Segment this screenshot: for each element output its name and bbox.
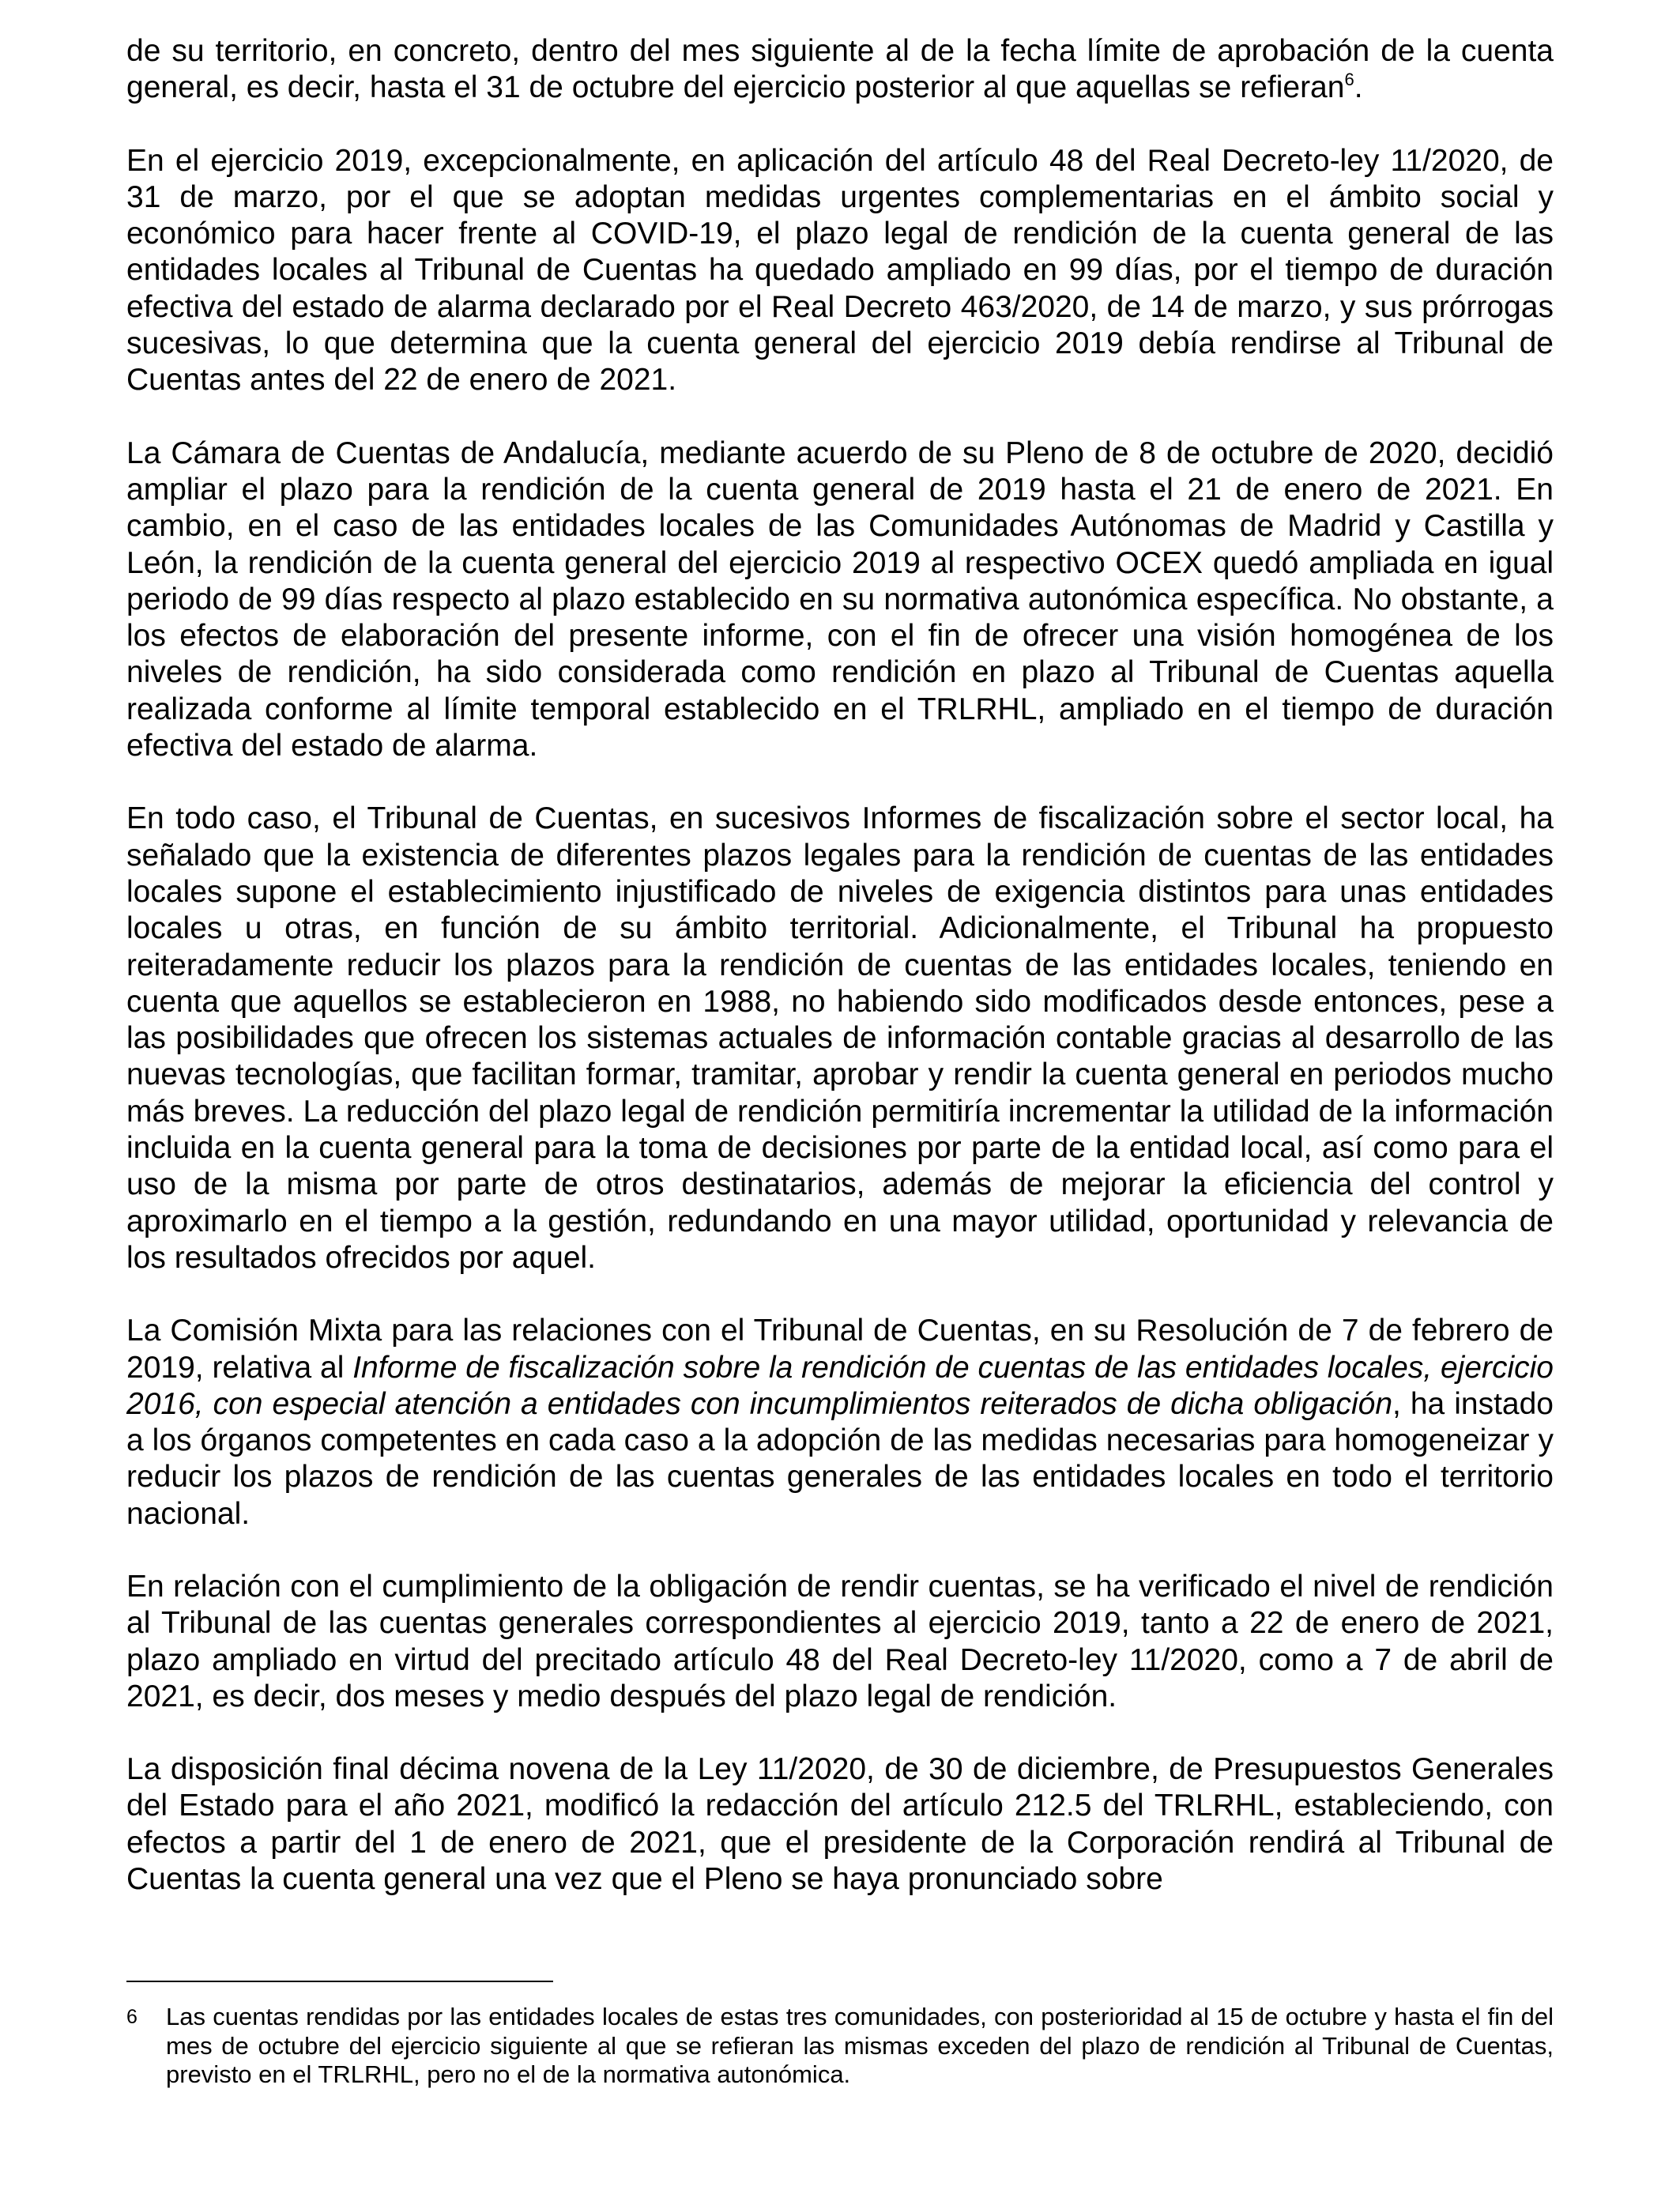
- paragraph-5: [126, 1313, 1554, 1532]
- paragraph-3: La Cámara de Cuentas de Andalucía, mediante acuerdo de su Pleno de 8 de octubre de 2020, decidió ampliar el plazo para la rendición de la cuenta general de 2019 hasta el 21 de enero de 2021. En cambio, en el caso de las entidades locales de las Comunidades Autónomas de Madrid y Castilla y León, la rendición de la cuenta general del ejercicio 2019 al respectivo OCEX quedó ampliada en igual periodo de 99 días respecto al plazo establecido en su normativa autonómica específica. No obstante, a los efectos de elaboración del presente informe, con el fin de ofrecer una visión homogénea de los niveles de rendición, ha sido considerada como rendición en plazo al Tribunal de Cuentas aquella realizada conforme al límite temporal establecido en el TRLRHL, ampliado en el tiempo de duración efectiva del estado de alarma.: [126, 435, 1554, 763]
- footnote-separator: [126, 1981, 553, 1982]
- document-body: [126, 33, 1554, 1898]
- footnote-reference[interactable]: 6: [1344, 70, 1354, 90]
- paragraph-7: La disposición final décima novena de la Ley 11/2020, de 30 de diciembre, de Presupuestos Generales del Estado para el año 2021, modificó la redacción del artículo 212.5 del TRLRHL, estableciendo, con efectos a partir del 1 de enero de 2021, que el presidente de la Corporación rendirá al Tribunal de Cuentas la cuenta general una vez que el Pleno se haya pronunciado sobre: [126, 1752, 1554, 1897]
- paragraph-1-text: de su territorio, en concreto, dentro del mes siguiente al de la fecha límite de aprobación de la cuenta general, es decir, hasta el 31 de octubre del ejercicio posterior al que aquellas se refieran: [126, 34, 1554, 105]
- paragraph-1-end: .: [1354, 70, 1363, 105]
- footnote-number: 6: [126, 2006, 137, 2028]
- paragraph-1: [126, 33, 1554, 107]
- paragraph-4: En todo caso, el Tribunal de Cuentas, en sucesivos Informes de fiscalización sobre el sector local, ha señalado que la existencia de diferentes plazos legales para la rendición de cuentas de las entidades locales supone el establecimiento injustificado de niveles de exigencia distintos para unas entidades locales u otras, en función de su ámbito territorial. Adicionalmente, el Tribunal ha propuesto reiteradamente reducir los plazos para la rendición de cuentas de las entidades locales, teniendo en cuenta que aquellos se establecieron en 1988, no habiendo sido modificados desde entonces, pese a las posibilidades que ofrecen los sistemas actuales de información contable gracias al desarrollo de las nuevas tecnologías, que facilitan formar, tramitar, aprobar y rendir la cuenta general en periodos mucho más breves. La reducción del plazo legal de rendición permitiría incrementar la utilidad de la información incluida en la cuenta general para la toma de decisiones por parte de la entidad local, así como para el uso de la misma por parte de otros destinatarios, además de mejorar la eficiencia del control y aproximarlo en el tiempo a la gestión, redundando en una mayor utilidad, oportunidad y relevancia de los resultados ofrecidos por aquel.: [126, 801, 1554, 1275]
- footnote: [126, 2003, 1554, 2090]
- paragraph-5-start: La Comisión Mixta para las relaciones con el Tribunal de Cuentas, en su Resolución de 7 de febrero de 2019, relativa al: [126, 1314, 1554, 1385]
- paragraph-6: En relación con el cumplimiento de la obligación de rendir cuentas, se ha verificado el nivel de rendición al Tribunal de las cuentas generales correspondientes al ejercicio 2019, tanto a 22 de enero de 2021, plazo ampliado en virtud del precitado artículo 48 del Real Decreto-ley 11/2020, como a 7 de abril de 2021, es decir, dos meses y medio después del plazo legal de rendición.: [126, 1569, 1554, 1713]
- paragraph-2: En el ejercicio 2019, excepcionalmente, en aplicación del artículo 48 del Real Decreto-ley 11/2020, de 31 de marzo, por el que se adoptan medidas urgentes complementarias en el ámbito social y económico para hacer frente al COVID-19, el plazo legal de rendición de la cuenta general de las entidades locales al Tribunal de Cuentas ha quedado ampliado en 99 días, por el tiempo de duración efectiva del estado de alarma declarado por el Real Decreto 463/2020, de 14 de marzo, y sus prórrogas sucesivas, lo que determina que la cuenta general del ejercicio 2019 debía rendirse al Tribunal de Cuentas antes del 22 de enero de 2021.: [126, 143, 1554, 398]
- paragraph-5-end: , ha instado a los órganos competentes en cada caso a la adopción de las medidas necesarias para homogeneizar y reducir los plazos de rendición de las cuentas generales de las entidades locales en todo el territorio nacional.: [126, 1386, 1554, 1531]
- report-title-italic: Informe de fiscalización sobre la rendición de cuentas de las entidades locales, ejercicio 2016, con especial atención a entidades con incumplimientos reiterados de dicha obligación: [126, 1350, 1554, 1421]
- footnote-text: Las cuentas rendidas por las entidades locales de estas tres comunidades, con posterioridad al 15 de octubre y hasta el fin del mes de octubre del ejercicio siguiente al que se refieran las mismas exceden del plazo de rendición al Tribunal de Cuentas, previsto en el TRLRHL, pero no el de la normativa autonómica.: [166, 2003, 1554, 2088]
